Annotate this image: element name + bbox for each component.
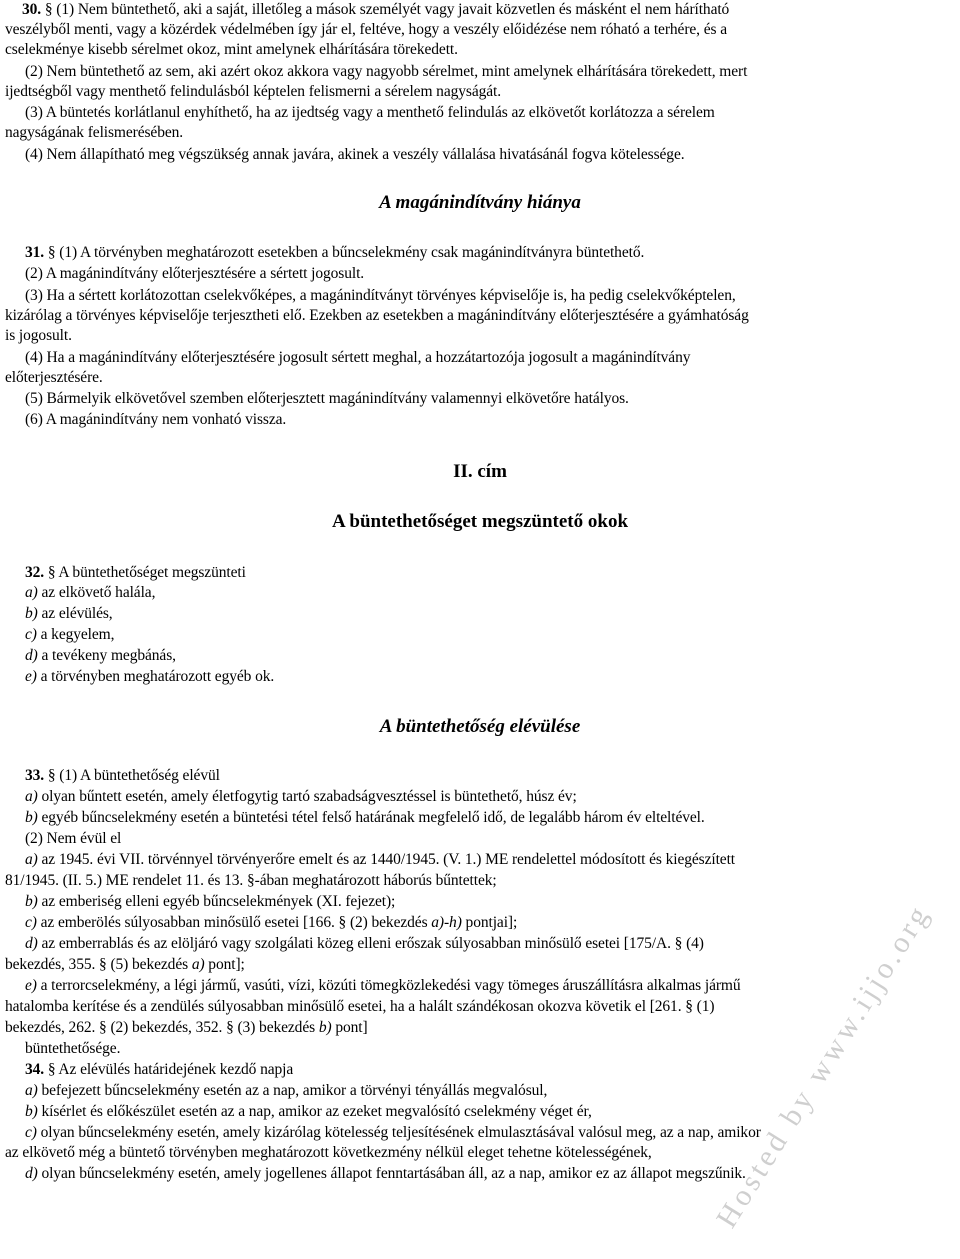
item-marker: c) — [25, 1124, 37, 1141]
text-line — [25, 625, 955, 645]
text-line — [25, 829, 955, 849]
text-run: pont]; — [204, 956, 245, 973]
text-run: az elévülés, — [37, 605, 113, 622]
text-line — [25, 145, 955, 165]
text-run: előterjesztésére. — [5, 369, 103, 386]
item-marker: a) — [25, 1082, 38, 1099]
text-run: (2) Nem évül el — [25, 830, 122, 847]
item-marker: c) — [25, 914, 37, 931]
text-line — [25, 389, 955, 409]
item-marker: e) — [25, 668, 37, 685]
text-line — [25, 766, 955, 786]
text-run: hatalomba kerítése és a zendülés súlyosabban minősülő esetei, ha a halált szándékosan okozva követik el [261. § (1) — [5, 998, 715, 1015]
text-run: a törvényben meghatározott egyéb ok. — [36, 668, 275, 685]
item-marker: a) — [25, 788, 38, 805]
text-line — [25, 243, 955, 263]
text-line — [5, 871, 955, 891]
text-line — [25, 913, 955, 933]
text-run: az emberölés súlyosabban minősülő esetei [166. § (2) bekezdés — [36, 914, 432, 931]
text-line — [25, 646, 955, 666]
section-number: 31. — [25, 244, 45, 261]
text-run: (3) A büntetés korlátlanul enyhíthető, ha az ijedtség vagy a menthető felindulás az elkövetőt korlátozza a sérelem — [25, 104, 715, 121]
text-line — [25, 563, 955, 583]
item-marker: d) — [25, 935, 38, 952]
item-marker: c) — [25, 626, 37, 643]
text-line — [5, 368, 955, 388]
section-number: 34. — [25, 1061, 45, 1078]
text-run: ijedtségből vagy menthető felindulásból képtelen felismerni a sérelem nagyságát. — [5, 83, 502, 100]
text-line — [25, 1164, 955, 1184]
text-run: az elkövető még a büntető törvényben meghatározott következmény nélkül eleget tehetne kötelességének, — [5, 1144, 652, 1161]
text-run: a terrorcselekmény, a légi jármű, vasúti, vízi, közúti tömegközlekedési vagy tömeges áruszállításra alkalmas jármű — [36, 977, 741, 994]
text-run: az emberrablás és az elöljáró vagy szolgálati közeg elleni erőszak súlyosabban minősülő esetei [175/A. § (4) — [37, 935, 704, 952]
text-run: (4) Ha a magánindítvány előterjesztésére jogosult sértett meghal, a hozzátartozója jogosult a magánindítvány — [25, 349, 691, 366]
text-run: a tevékeny megbánás, — [37, 647, 176, 664]
text-line — [25, 667, 955, 687]
text-run: § Az elévülés határidejének kezdő napja — [44, 1061, 294, 1078]
text-run: kizárólag a törvényes képviselője terjesztheti elő. Ezekben az esetekben a magánindítvány előterjesztésére a gyámhatóság — [5, 307, 749, 324]
text-run: bekezdés, 262. § (2) bekezdés, 352. § (3) bekezdés — [5, 1019, 319, 1036]
text-line — [5, 306, 955, 326]
item-marker: d) — [25, 647, 38, 664]
text-run: § (1) A büntethetőség elévül — [44, 767, 220, 784]
text-run: az elkövető halála, — [37, 584, 156, 601]
chapter-heading: A büntethetőséget megszüntető okok — [331, 511, 629, 532]
text-line — [5, 123, 955, 143]
item-marker: e) — [25, 977, 37, 994]
text-line — [25, 264, 955, 284]
text-line — [25, 787, 955, 807]
title-heading: II. cím — [453, 461, 507, 482]
text-line — [5, 326, 955, 346]
text-run: pont] — [331, 1019, 368, 1036]
section-heading: A magánindítvány hiánya — [379, 192, 581, 213]
text-run: (5) Bármelyik elkövetővel szemben előterjesztett magánindítvány valamennyi elkövetőre hatályos. — [25, 390, 629, 407]
section-heading: A büntethetőség elévülése — [379, 716, 581, 737]
text-run: az 1945. évi VII. törvénnyel törvényerőre emelt és az 1440/1945. (V. 1.) ME rendelettel módosított és kiegészített — [37, 851, 736, 868]
text-run: az emberiség elleni egyéb bűncselekmények (XI. fejezet); — [37, 893, 396, 910]
item-marker: b) — [318, 1019, 332, 1036]
text-run: büntethetősége. — [25, 1040, 121, 1057]
text-run: olyan bűntett esetén, amely életfogytig tartó szabadságvesztéssel is büntethető, húsz év; — [37, 788, 577, 805]
text-run: veszélyből menti, vagy a közérdek védelmében így jár el, feltéve, hogy a veszély előidézése nem róható a terhére, és a — [5, 21, 727, 38]
text-line — [25, 892, 955, 912]
text-run: § A büntethetőséget megszünteti — [44, 564, 246, 581]
text-line — [5, 997, 955, 1017]
text-run: pontjai]; — [461, 914, 518, 931]
text-run: egyéb bűncselekmény esetén a büntetési tétel felső határának megfelelő idő, de legalább három év elteltével. — [37, 809, 705, 826]
item-marker: a) — [25, 584, 38, 601]
text-line — [5, 955, 955, 975]
text-line — [25, 103, 955, 123]
item-marker: b) — [25, 605, 38, 622]
item-marker: a) — [191, 956, 205, 973]
text-line — [25, 62, 955, 82]
text-line — [5, 40, 955, 60]
text-line — [25, 976, 955, 996]
text-run: (2) Nem büntethető az sem, aki azért okoz akkora vagy nagyobb sérelmet, mint amelynek elhárítására törekedett, mert — [25, 63, 748, 80]
text-run: cselekménye kisebb sérelmet okoz, mint amelynek elhárítására törekedett. — [5, 41, 458, 58]
text-line — [22, 0, 960, 20]
watermark-text: Hosted by www.ijjo.org — [709, 897, 937, 1234]
section-number: 30. — [22, 1, 42, 18]
text-line — [25, 808, 955, 828]
text-line — [25, 934, 955, 954]
text-line — [25, 348, 955, 368]
text-run: olyan bűncselekmény esetén, amely jogellenes állapot fenntartásában áll, az a nap, amikor ez az állapot megszűnik. — [37, 1165, 746, 1182]
text-line — [25, 850, 955, 870]
text-run: (3) Ha a sértett korlátozottan cselekvőképes, a magánindítványt törvényes képviselője is, ha pedig cselekvőképtelen, — [25, 287, 736, 304]
text-line — [5, 82, 955, 102]
item-marker: a)-h) — [431, 914, 462, 931]
text-line — [25, 583, 955, 603]
text-run: nagyságának felismerésében. — [5, 124, 184, 141]
item-marker: b) — [25, 1103, 38, 1120]
section-number: 33. — [25, 767, 45, 784]
text-run: (6) A magánindítvány nem vonható vissza. — [25, 411, 287, 428]
text-line — [25, 1123, 955, 1143]
text-run: bekezdés, 355. § (5) bekezdés — [5, 956, 192, 973]
item-marker: d) — [25, 1165, 38, 1182]
text-run: 81/1945. (II. 5.) ME rendelet 11. és 13. §-ában meghatározott háborús bűntettek; — [5, 872, 497, 889]
item-marker: b) — [25, 893, 38, 910]
item-marker: b) — [25, 809, 38, 826]
text-line — [25, 604, 955, 624]
text-run: befejezett bűncselekmény esetén az a nap, amikor a törvényi tényállás megvalósul, — [37, 1082, 548, 1099]
section-number: 32. — [25, 564, 45, 581]
text-run: § (1) A törvényben meghatározott esetekben a bűncselekmény csak magánindítványra büntethető. — [44, 244, 645, 261]
text-run: is jogosult. — [5, 327, 72, 344]
text-run: § (1) Nem büntethető, aki a saját, illetőleg a mások személyét vagy javait közvetlen és másként el nem hárítható — [41, 1, 730, 18]
text-run: olyan bűncselekmény esetén, amely kizárólag kötelesség teljesítésének elmulasztásával valósul meg, az a nap, amikor — [36, 1124, 761, 1141]
text-run: (2) A magánindítvány előterjesztésére a sértett jogosult. — [25, 265, 365, 282]
text-run: kísérlet és előkészület esetén az a nap, amikor az ezeket megvalósító cselekmény véget ér, — [37, 1103, 592, 1120]
text-line — [5, 1018, 955, 1038]
text-line — [25, 286, 955, 306]
text-run: (4) Nem állapítható meg végszükség annak javára, akinek a veszély vállalása hivatásánál fogva kötelessége. — [25, 146, 685, 163]
text-line — [5, 20, 955, 40]
text-line — [25, 410, 955, 430]
text-run: a kegyelem, — [36, 626, 115, 643]
text-line — [5, 1143, 955, 1163]
item-marker: a) — [25, 851, 38, 868]
